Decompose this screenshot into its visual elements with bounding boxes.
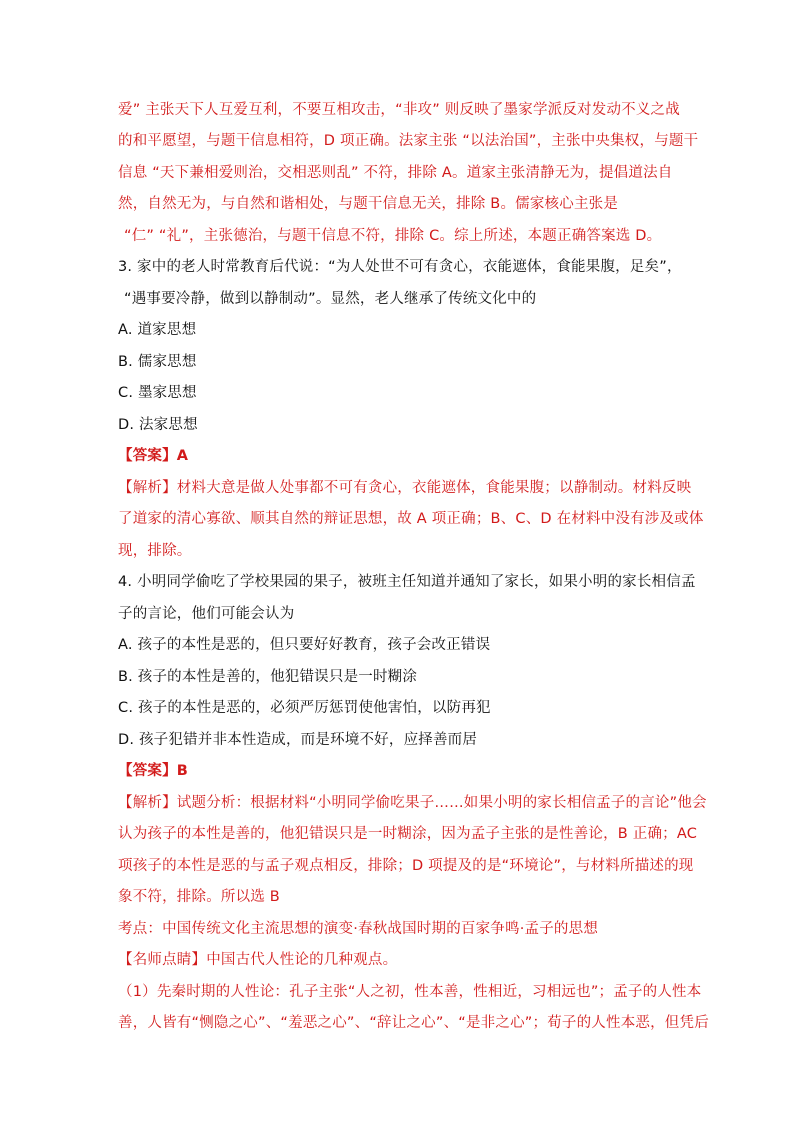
question-3-answer: 【答案】A <box>118 448 189 464</box>
question-4-option-a: A. 孩子的本性是恶的，但只要好好教育，孩子会改正错误 <box>118 637 491 653</box>
question-4-mingshi: 【名师点睛】中国古代人性论的几种观点。 <box>118 952 398 968</box>
question-3-option-a: A. 道家思想 <box>118 322 197 338</box>
question-4-option-d: D. 孩子犯错并非本性造成，而是环境不好，应择善而居 <box>118 732 478 748</box>
question-3-stem: 3. 家中的老人时常教育后代说：“为人处世不可有贪心，衣能遮体，食能果腹，足矣”， <box>118 259 682 275</box>
question-4-option-c: C. 孩子的本性是恶的，必须严厉惩罚使他害怕，以防再犯 <box>118 700 491 716</box>
question-3-explanation: 现，排除。 <box>118 543 192 559</box>
question-4-explanation: 象不符，排除。所以选 B <box>118 889 280 905</box>
explanation-line: 爱” 主张天下人互爱互利，不要互相攻击，“非攻” 则反映了墨家学派反对发动不义之战 <box>118 102 680 118</box>
question-4-option-b: B. 孩子的本性是善的，他犯错误只是一时糊涂 <box>118 669 418 685</box>
question-4-explanation: 项孩子的本性是恶的与孟子观点相反，排除；D 项提及的是“环境论”，与材料所描述的现 <box>118 858 694 874</box>
question-4-explanation: 【解析】试题分析：根据材料“小明同学偷吃果子……如果小明的家长相信孟子的言论”他会 <box>118 795 707 811</box>
question-3-explanation: 【解析】材料大意是做人处事都不可有贪心，衣能遮体，食能果腹；以静制动。材料反映 <box>118 480 692 496</box>
question-4-stem: 子的言论，他们可能会认为 <box>118 606 295 622</box>
question-3-option-c: C. 墨家思想 <box>118 385 197 401</box>
question-3-explanation: 了道家的清心寡欲、顺其自然的辩证思想，故 A 项正确；B、C、D 在材料中没有涉及或体 <box>118 511 704 527</box>
explanation-line: “仁” “礼”，主张德治，与题干信息不符，排除 C。综上所述，本题正确答案选 D。 <box>124 228 662 244</box>
question-3-option-d: D. 法家思想 <box>118 417 198 433</box>
explanation-line: 然，自然无为，与自然和谐相处，与题干信息无关，排除 B。儒家核心主张是 <box>118 196 619 212</box>
question-4-stem: 4. 小明同学偷吃了学校果园的果子，被班主任知道并通知了家长，如果小明的家长相信孟 <box>118 574 696 590</box>
explanation-line: 信息 “天下兼相爱则治，交相恶则乱” 不符，排除 A。道家主张清静无为，提倡道法自 <box>118 165 673 181</box>
question-4-answer: 【答案】B <box>118 763 189 779</box>
question-4-explanation: 认为孩子的本性是善的，他犯错误只是一时糊涂，因为孟子主张的是性善论，B 正确；AC <box>118 826 698 842</box>
question-4-point-1: （1）先秦时期的人性论：孔子主张“人之初，性本善，性相近，习相远也”；孟子的人性本 <box>118 984 702 1000</box>
question-4-point-1: 善，人皆有“恻隐之心”、“羞恶之心”、“辞让之心”、“是非之心”；荀子的人性本恶，但凭后 <box>118 1015 709 1031</box>
question-3-stem: “遇事要冷静，做到以静制动”。显然，老人继承了传统文化中的 <box>124 291 537 307</box>
question-4-kaodian: 考点：中国传统文化主流思想的演变·春秋战国时期的百家争鸣·孟子的思想 <box>118 921 599 937</box>
explanation-line: 的和平愿望，与题干信息相符，D 项正确。法家主张 “以法治国”，主张中央集权，与题干 <box>118 133 699 149</box>
question-3-option-b: B. 儒家思想 <box>118 354 197 370</box>
